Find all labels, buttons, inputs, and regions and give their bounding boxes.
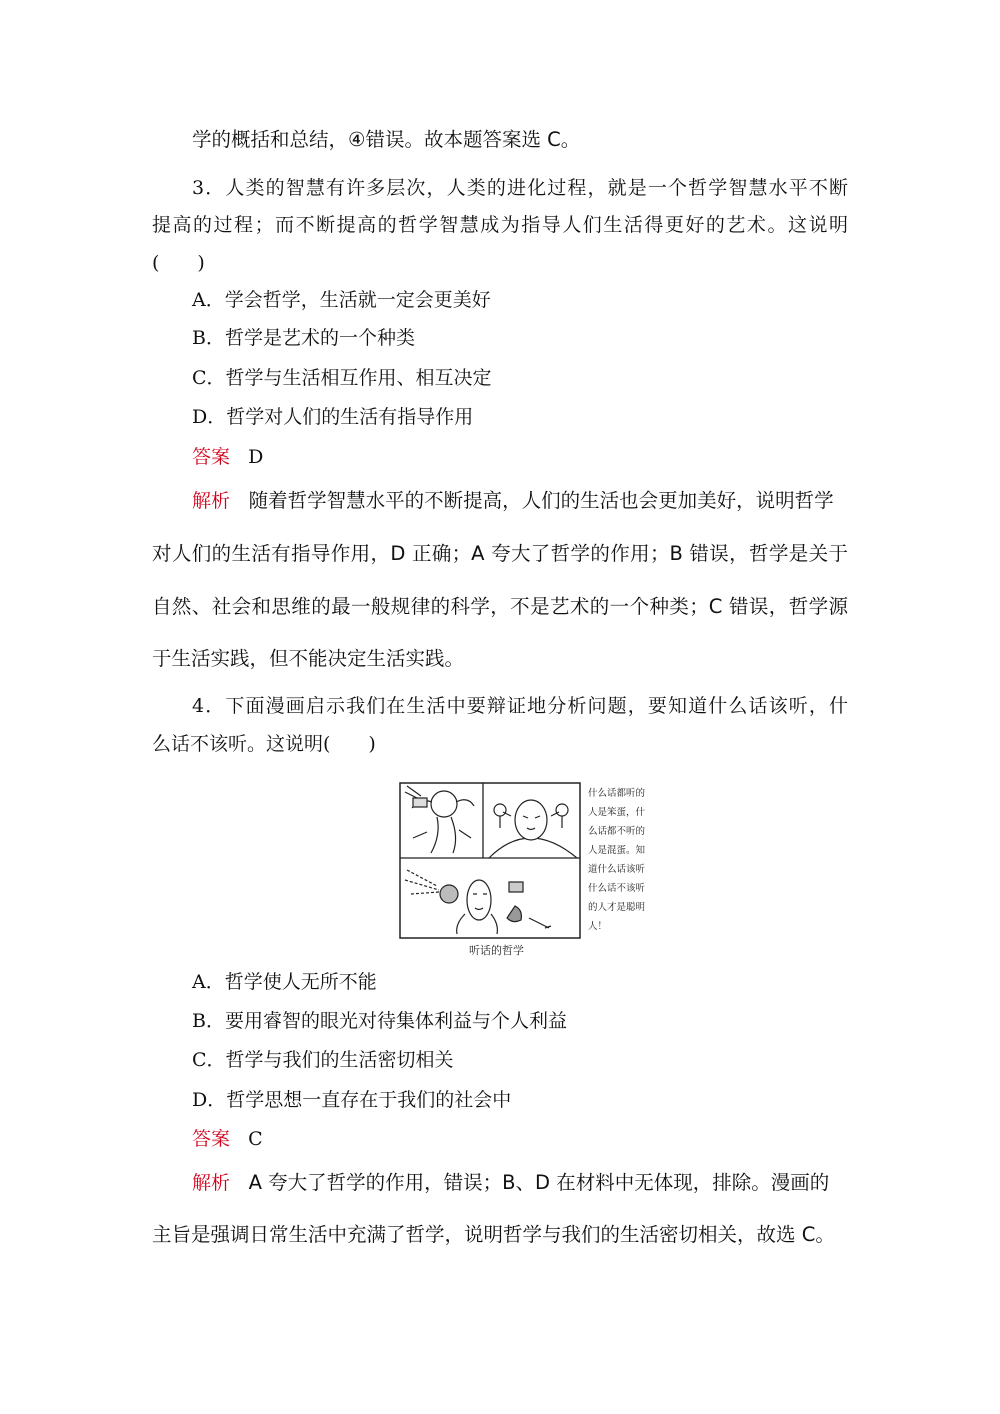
- q4-answer-value: C: [248, 1128, 263, 1150]
- cartoon-side-text-7: 的人才是聪明: [588, 902, 646, 913]
- q3-analysis-line4: 于生活实践，但不能决定生活实践。: [152, 647, 465, 670]
- q3-stem-line1: 3．人类的智慧有许多层次，人类的进化过程，就是一个哲学智慧水平不断: [192, 177, 848, 199]
- q4-stem-line1: 4．下面漫画启示我们在生活中要辩证地分析问题，要知道什么话该听，什: [192, 695, 848, 717]
- q4-stem-line2: 么话不该听。这说明( ): [152, 733, 376, 755]
- q3-analysis-line1: [192, 488, 834, 514]
- q3-option-a: A．学会哲学，生活就一定会更美好: [192, 289, 491, 311]
- cartoon-illustration: [399, 782, 659, 960]
- q4-option-b: B．要用睿智的眼光对待集体利益与个人利益: [192, 1010, 567, 1032]
- q4-answer-label: 答案: [192, 1128, 231, 1150]
- q3-option-c: C．哲学与生活相互作用、相互决定: [192, 367, 492, 389]
- q4-option-d: D．哲学思想一直存在于我们的社会中: [192, 1089, 512, 1111]
- q3-answer-label: 答案: [192, 446, 231, 468]
- q3-option-b: B．哲学是艺术的一个种类: [192, 327, 415, 349]
- q3-analysis-line2: 对人们的生活有指导作用，D 正确；A 夸大了哲学的作用；B 错误，哲学是关于: [152, 542, 848, 565]
- cartoon-side-text-6: 什么话不该听: [588, 883, 646, 894]
- q3-analysis-line3: 自然、社会和思维的最一般规律的科学，不是艺术的一个种类；C 错误，哲学源: [152, 595, 848, 618]
- cartoon-side-text-5: 道什么话该听: [588, 864, 646, 875]
- cartoon-side-text-4: 人是混蛋。知: [588, 845, 646, 856]
- q4-analysis-line1: [192, 1170, 829, 1196]
- q3-analysis-text1: 随着哲学智慧水平的不断提高，人们的生活也会更加美好，说明哲学: [248, 489, 834, 512]
- cartoon-side-text-1: 什么话都听的: [588, 788, 646, 799]
- q3-answer-value: D: [248, 446, 264, 468]
- cartoon-side-text-2: 人是笨蛋，什: [588, 807, 646, 818]
- cartoon-figure: [399, 782, 659, 960]
- q4-answer: [192, 1126, 263, 1152]
- cartoon-side-text-8: 人！: [588, 921, 608, 932]
- q3-answer: [192, 444, 263, 470]
- q4-analysis-text1: A 夸大了哲学的作用，错误；B、D 在材料中无体现，排除。漫画的: [248, 1171, 830, 1194]
- cartoon-caption: 听话的哲学: [469, 944, 524, 957]
- q3-option-d: D．哲学对人们的生活有指导作用: [192, 406, 474, 428]
- cartoon-side-text-3: 么话都不听的: [588, 826, 646, 837]
- q4-analysis-label: 解析: [192, 1172, 231, 1194]
- q4-option-c: C．哲学与我们的生活密切相关: [192, 1049, 454, 1071]
- q3-stem-line2: 提高的过程；而不断提高的哲学智慧成为指导人们生活得更好的艺术。这说明: [152, 214, 848, 236]
- q4-analysis-line2: 主旨是强调日常生活中充满了哲学，说明哲学与我们的生活密切相关，故选 C。: [152, 1223, 835, 1246]
- q3-analysis-label: 解析: [192, 490, 231, 512]
- prev-explanation-tail: 学的概括和总结，④错误。故本题答案选 C。: [192, 128, 581, 151]
- q4-option-a: A．哲学使人无所不能: [192, 971, 377, 993]
- q3-stem-line3: ( ): [152, 252, 205, 274]
